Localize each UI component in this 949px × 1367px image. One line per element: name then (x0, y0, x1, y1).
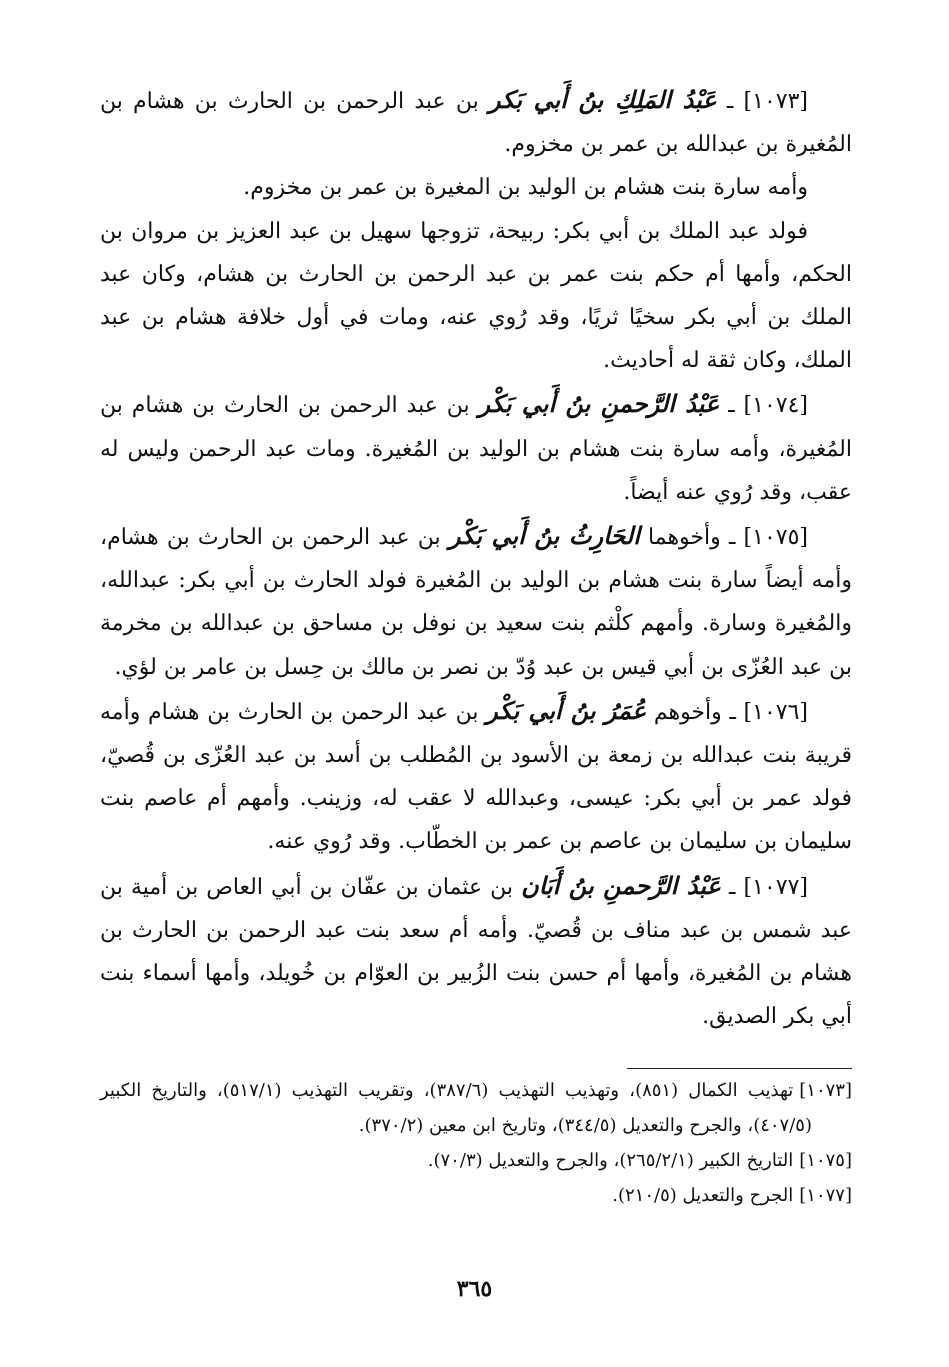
page-number: ٣٦٥ (456, 1276, 493, 1302)
entry-name: عَبْدُ الرَّحمنِ بنُ أَبَان (521, 870, 721, 900)
entry-prefix: وأخوهما (648, 525, 721, 551)
entry-1074 (100, 382, 852, 514)
entry-number: [١٠٧٦] ـ (729, 699, 809, 725)
entry-1076 (100, 689, 852, 864)
entry-number: [١٠٧٤] ـ (728, 393, 808, 419)
footnote-number: [١٠٧٥] (799, 1150, 852, 1171)
entry-name: عُمَرُ بنُ أَبي بَكْر (486, 695, 647, 725)
footnote (100, 1143, 852, 1178)
entry-number: [١٠٧٣] ـ (726, 89, 808, 114)
entry-1075 (100, 514, 852, 689)
entry-name: الحَارِثُ بنُ أَبي بَكْر (448, 521, 640, 551)
entry-paragraph: فولد عبد الملك بن أبي بكر: ربيحة، تزوجها سهيل بن عبد العزيز بن مروان بن الحكم، وأمها أم حكم بنت عمر بن عبد الرحمن بن الحارث بن هشام، وكان عبد الملك بن أبي بكر سخيًا ثريًا، وقد رُوي عنه، ومات في أول خلافة هشام بن عبد الملك، وكان ثقة له أحاديث. (100, 218, 852, 374)
footnote-divider (627, 1068, 852, 1069)
footnote-text: الجرح والتعديل (٢١٠/٥). (612, 1185, 794, 1206)
entry-text: بن عبد الرحمن بن الحارث بن هشام بن المُغيرة، وأمه سارة بنت هشام بن الوليد بن المُغيرة. ومات عبد الرحمن وليس له عقب، وقد رُوي عنه أيضاً. (100, 393, 852, 505)
entry-text: بن عبد الرحمن بن الحارث بن هشام بن المُغيرة بن عبدالله بن عمر بن مخزوم. (100, 89, 852, 158)
entry-1073 (100, 78, 852, 166)
entry-1077 (100, 864, 852, 1039)
entry-prefix: وأخوهم (653, 699, 722, 725)
footnote (100, 1073, 852, 1143)
entry-text: بن عبد الرحمن بن الحارث بن هشام، وأمه أيضاً سارة بنت هشام بن الوليد بن المُغيرة فولد الحارث بن أبي بكر: عبدالله، والمُغيرة وسارة. وأمهم كلْثم بنت سعيد بن نوفل بن مساحق بن عبدالله بن مخرمة بن عبد العُزّى بن أبي قيس بن عبد وُدّ بن نصر بن مالك بن حِسل بن عامر بن لؤي. (100, 525, 852, 680)
footnote-number: [١٠٧٧] (799, 1185, 852, 1206)
entry-paragraph: وأمه سارة بنت هشام بن الوليد بن المغيرة بن عمر بن مخزوم. (243, 175, 808, 201)
footnote-number: [١٠٧٣] (799, 1080, 852, 1101)
entry-name: عَبْدُ الرَّحمنِ بنُ أَبي بَكْر (478, 389, 720, 419)
footnote-text: تهذيب الكمال (٨٥١)، وتهذيب التهذيب (٣٨٧/٦)، وتقريب التهذيب (٥١٧/١)، والتاريخ الكبير (٤٠٧/٥)، والجرح والتعديل (٣٤٤/٥)، وتاريخ ابن معين (٣٧٠/٢). (100, 1080, 812, 1136)
entry-number: [١٠٧٥] ـ (728, 525, 808, 551)
entry-text: بن عثمان بن عفّان بن أبي العاص بن أمية بن عبد شمس بن عبد مناف بن قُصيّ. وأمه أم سعد بنت عبد الرحمن بن الحارث بن هشام بن المُغيرة، وأمها أم حسن بنت الزُبير بن العوّام بن خُويلد، وأمها أسماء بنت أبي بكر الصديق. (100, 874, 852, 1030)
entry-text: بن عبد الرحمن بن الحارث بن هشام وأمه قريبة بنت عبدالله بن زمعة بن الأسود بن المُطلب بن أسد بن عبد العُزّى بن قُصيّ، فولد عمر بن أبي بكر: عيسى، وعبدالله لا عقب له، وزينب. وأمهم أم عاصم بنت سليمان بن سليمان بن عاصم بن عمر بن الخطّاب. وقد رُوي عنه. (100, 699, 852, 855)
footnote-text: التاريخ الكبير (٢٦٥/٢/١)، والجرح والتعديل (٧٠/٣). (427, 1150, 794, 1171)
footnotes (100, 1068, 852, 1213)
footnote (100, 1178, 852, 1213)
entry-name: عَبْدُ المَلِكِ بنُ أَبي بَكر (488, 85, 717, 114)
page-body (100, 78, 852, 1038)
entry-number: [١٠٧٧] ـ (729, 874, 808, 900)
